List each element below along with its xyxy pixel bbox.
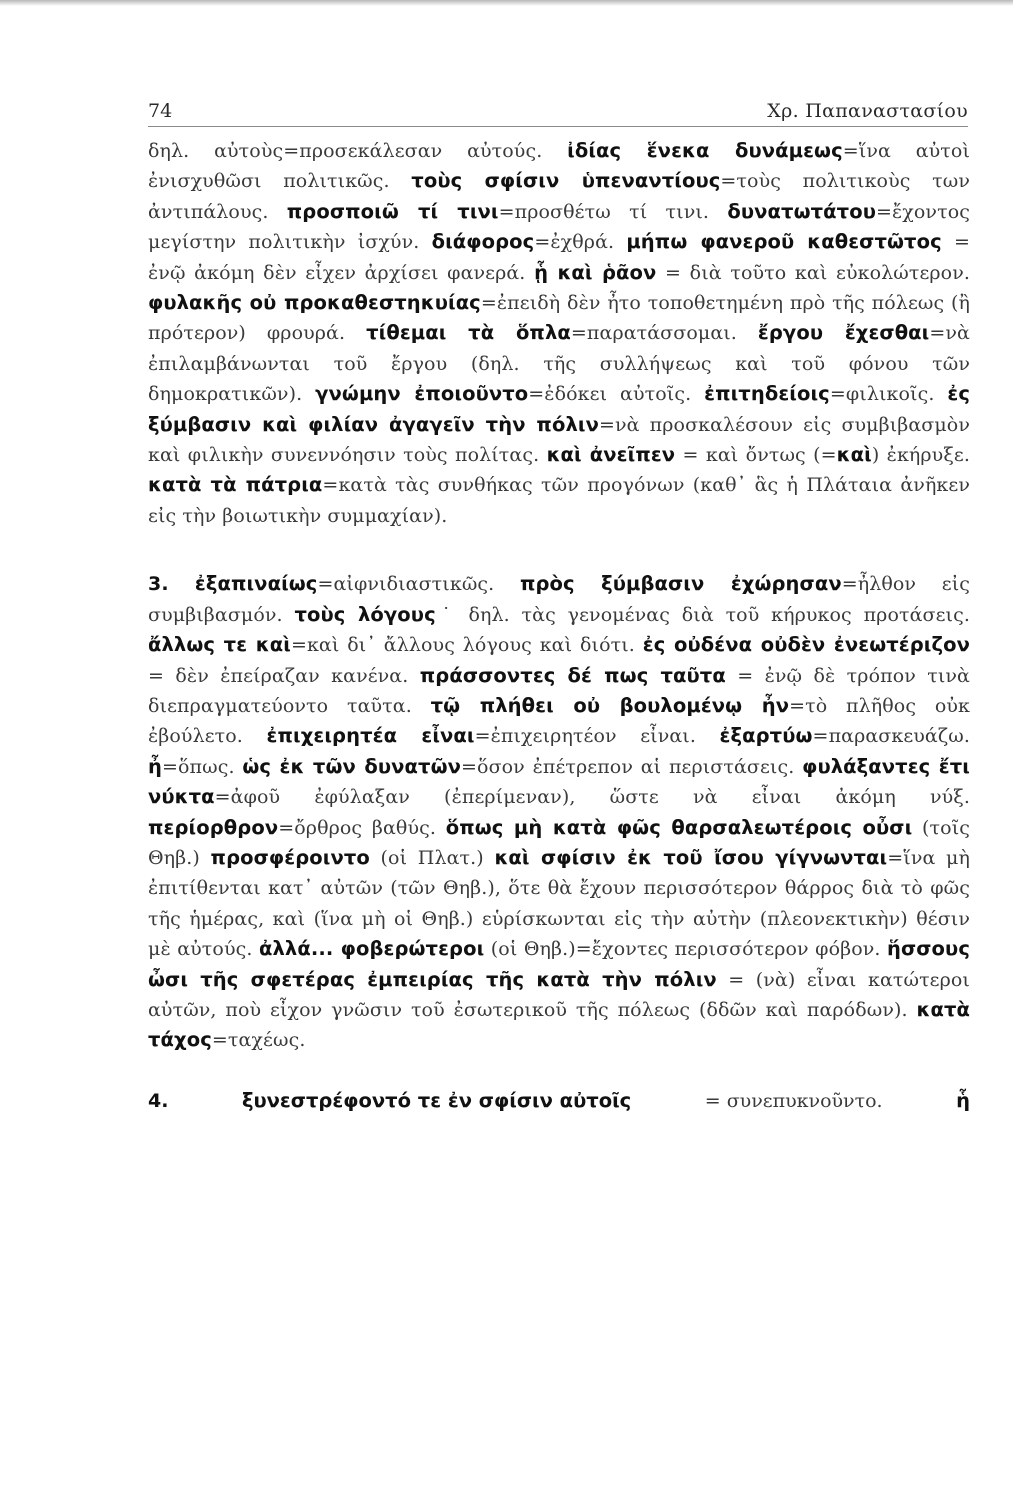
running-head: Χρ. Παπαναστασίου [767,100,968,122]
scan-top-edge [0,0,1013,6]
lemma: τοὺς σφίσιν ὑπεναντίους [411,169,721,193]
lemma: ἐς ξύμβασιν καὶ φιλίαν ἀγαγεῖν τὴν πόλιν [148,382,970,436]
gloss-text: =τοὺς πολιτικοὺς των ἀντιπάλους. [148,170,970,223]
lemma: μήπω φανεροῦ καθεστῶτος [626,230,942,254]
gloss-text: = δὲν ἐπείραζαν κανένα. [148,664,420,687]
page-body [148,136,970,1116]
commentary-paragraph-4 [148,1086,970,1116]
gloss-text: =αἰφνιδιαστικῶς. [317,573,520,596]
lemma: φυλακῆς οὐ προκαθεστηκυίας [148,291,481,315]
gloss-text: =κατὰ τὰς συνθήκας τῶν προγόνων (καθ᾽ ἃς ἡ Πλάταια ἀνῆκεν εἰς τὴν βοιωτικὴν συμμαχίαν). [148,474,970,527]
lemma: δυνατωτάτου [727,199,876,223]
lemma: ἔργου ἔχεσθαι [757,321,930,345]
lemma: ὅπως μὴ κατὰ φῶς θαρσαλεωτέροις οὖσι [445,815,913,839]
gloss-text: = ἐνῷ δὲ τρόπον τινὰ διεπραγματεύοντο ταῦτα. [148,664,970,717]
lemma: ἀλλά... φοβερώτεροι [258,937,485,961]
paragraph-gap [148,1056,970,1086]
gloss-text: (οἱ Πλατ.) [369,846,495,869]
section-number: 3. [148,573,195,596]
paragraph-gap [148,531,970,569]
lemma: ἐς οὐδένα οὐδὲν ἐνεωτέριζον [642,633,970,657]
gloss-text: =παρασκευάζω. [812,725,970,748]
lemma: διάφορος [431,230,535,254]
gloss-text: =καὶ δι᾽ ἄλλους λόγους καὶ διότι. [290,634,643,657]
lemma: ὡς ἐκ τῶν δυνατῶν [242,754,462,778]
gloss-text: =προσθέτω τί τινι. [498,200,728,223]
section-number: 4. [148,1089,169,1112]
lemma: φυλάξαντες ἔτι νύκτα [148,754,970,809]
lemma: ξυνεστρέφοντό τε ἐν σφίσιν αὐτοῖς [241,1088,632,1112]
gloss-text: =παρατάσσομαι. [570,322,758,345]
gloss-text: =ὅπως. [161,755,243,778]
lemma: κατὰ τὰ πάτρια [148,473,323,497]
lemma: κατὰ τάχος [148,997,970,1052]
gloss-text: =ὄρθρος βαθύς. [278,816,446,839]
lemma: ἐπιτηδείοις [704,382,830,406]
lemma: καὶ σφίσιν ἐκ τοῦ ἴσου γίγνωνται [494,845,888,869]
gloss-text: =ἐχθρά. [534,231,627,254]
lemma: ἥσσους ὦσι τῆς σφετέρας ἐμπειρίας τῆς κατὰ τὴν πόλιν [148,937,970,991]
gloss-text: = ἐνῷ ἀκόμη δὲν εἶχεν ἀρχίσει φανερά. [148,231,970,284]
gloss-text: = καὶ ὄντως (= [675,444,837,467]
lemma: ἰδίας ἕνεκα δυνάμεως [567,139,843,162]
lemma: καὶ [836,443,872,467]
page-number: 74 [148,100,173,122]
lemma: πράσσοντες δέ πως ταῦτα [419,663,726,687]
gloss-text: =ἀφοῦ ἐφύλαξαν (ἐπερίμεναν), ὥστε νὰ εἶναι ἀκόμη νύξ. [214,786,970,809]
gloss-text: =ἵνα μὴ ἐπιτίθενται κατ᾽ αὐτῶν (τῶν Θηβ.), ὅτε θὰ ἔχουν περισσότερον θάρρος διὰ τὸ φῶς τῆς ἡμέρας, καὶ (ἵνα μὴ οἱ Θηβ.) εὑρίσκωνται εἰς τὴν αὐτὴν (πλεονεκτικὴν) θέσιν μὲ αὐτούς. [148,846,970,961]
lemma: καὶ ἀνεῖπεν [546,443,676,467]
gloss-text: =ἐπιχειρητέον εἶναι. [474,725,720,748]
gloss-text: = συνεπυκνοῦντο. [704,1089,883,1112]
gloss-text: =ἦλθον εἰς συμβιβασμόν. [148,573,970,626]
lemma: ἐξαπιναίως [194,572,318,596]
gloss-text: =ἔχοντος μεγίστην πολιτικὴν ἰσχύν. [148,200,970,254]
header-rule [148,126,968,127]
gloss-text: (οἱ Θηβ.)=ἔχοντες περισσότερον φόβον. [484,938,887,961]
gloss-text: =νὰ ἐπιλαμβάνωνται τοῦ ἔργου (δηλ. τῆς συλλήψεως καὶ τοῦ φόνου τῶν δημοκρατικῶν). [148,322,970,406]
lemma: περίορθρον [148,815,279,839]
lemma: πρὸς ξύμβασιν ἐχώρησαν [519,572,842,596]
gloss-text: =νὰ προσκαλέσουν εἰς συμβιβασμὸν καὶ φιλικὴν συνεννόησιν τοὺς πολίτας. [148,413,970,467]
lemma: γνώμην ἐποιοῦντο [315,382,529,406]
gloss-text: =ὅσον ἐπέτρεπον αἱ περιστάσεις. [461,755,803,778]
lemma: ᾗ καὶ ῥᾶον [534,260,657,284]
gloss-text: =ταχέως. [211,1029,306,1052]
gloss-text: =ἵνα αὐτοὶ ἐνισχυθῶσι πολιτικῶς. [148,140,971,193]
lemma: ἄλλως τε καὶ [148,633,291,657]
gloss-text: =φιλικοῖς. [829,383,948,406]
page-header [148,96,968,130]
gloss-text: ˙ δηλ. τὰς γενομένας διὰ τοῦ κήρυκος προτάσεις. [435,603,970,626]
lemma: ἦ [148,754,162,778]
lemma: ἐπιχειρητέα εἶναι [266,724,475,748]
lemma: προσφέροιντο [210,845,370,869]
commentary-paragraph-2 [148,136,970,531]
commentary-paragraph-3 [148,569,970,1056]
lemma: προσποιῶ τί τινι [286,199,499,223]
lemma: ἧ [956,1088,970,1112]
gloss-text: (τοῖς Θηβ.) [148,816,970,869]
lemma: τοὺς λόγους [294,602,436,626]
gloss-text: = διὰ τοῦτο καὶ εὐκολώτερον. [656,261,970,284]
gloss-text: =ἐπειδὴ δὲν ἦτο τοποθετημένη πρὸ τῆς πόλεως (ἢ πρότερον) φρουρά. [148,292,970,345]
gloss-text: δηλ. αὐτοὺς=προσεκάλεσαν αὐτούς. [148,140,568,162]
gloss-text: = (νὰ) εἶναι κατώτεροι αὐτῶν, ποὺ εἶχον γνῶσιν τοῦ ἐσωτερικοῦ τῆς πόλεως (δδῶν καὶ παρόδων). [148,968,970,1021]
lemma: ἐξαρτύω [719,724,813,748]
lemma: τῷ πλήθει οὐ βουλομένῳ ἦν [430,693,790,717]
gloss-text: ) ἐκήρυξε. [871,444,970,467]
lemma: τίθεμαι τὰ ὅπλα [366,321,571,345]
gloss-text: =τὸ πλῆθος οὐκ ἐβούλετο. [148,694,970,748]
gloss-text: =ἐδόκει αὐτοῖς. [528,383,705,406]
